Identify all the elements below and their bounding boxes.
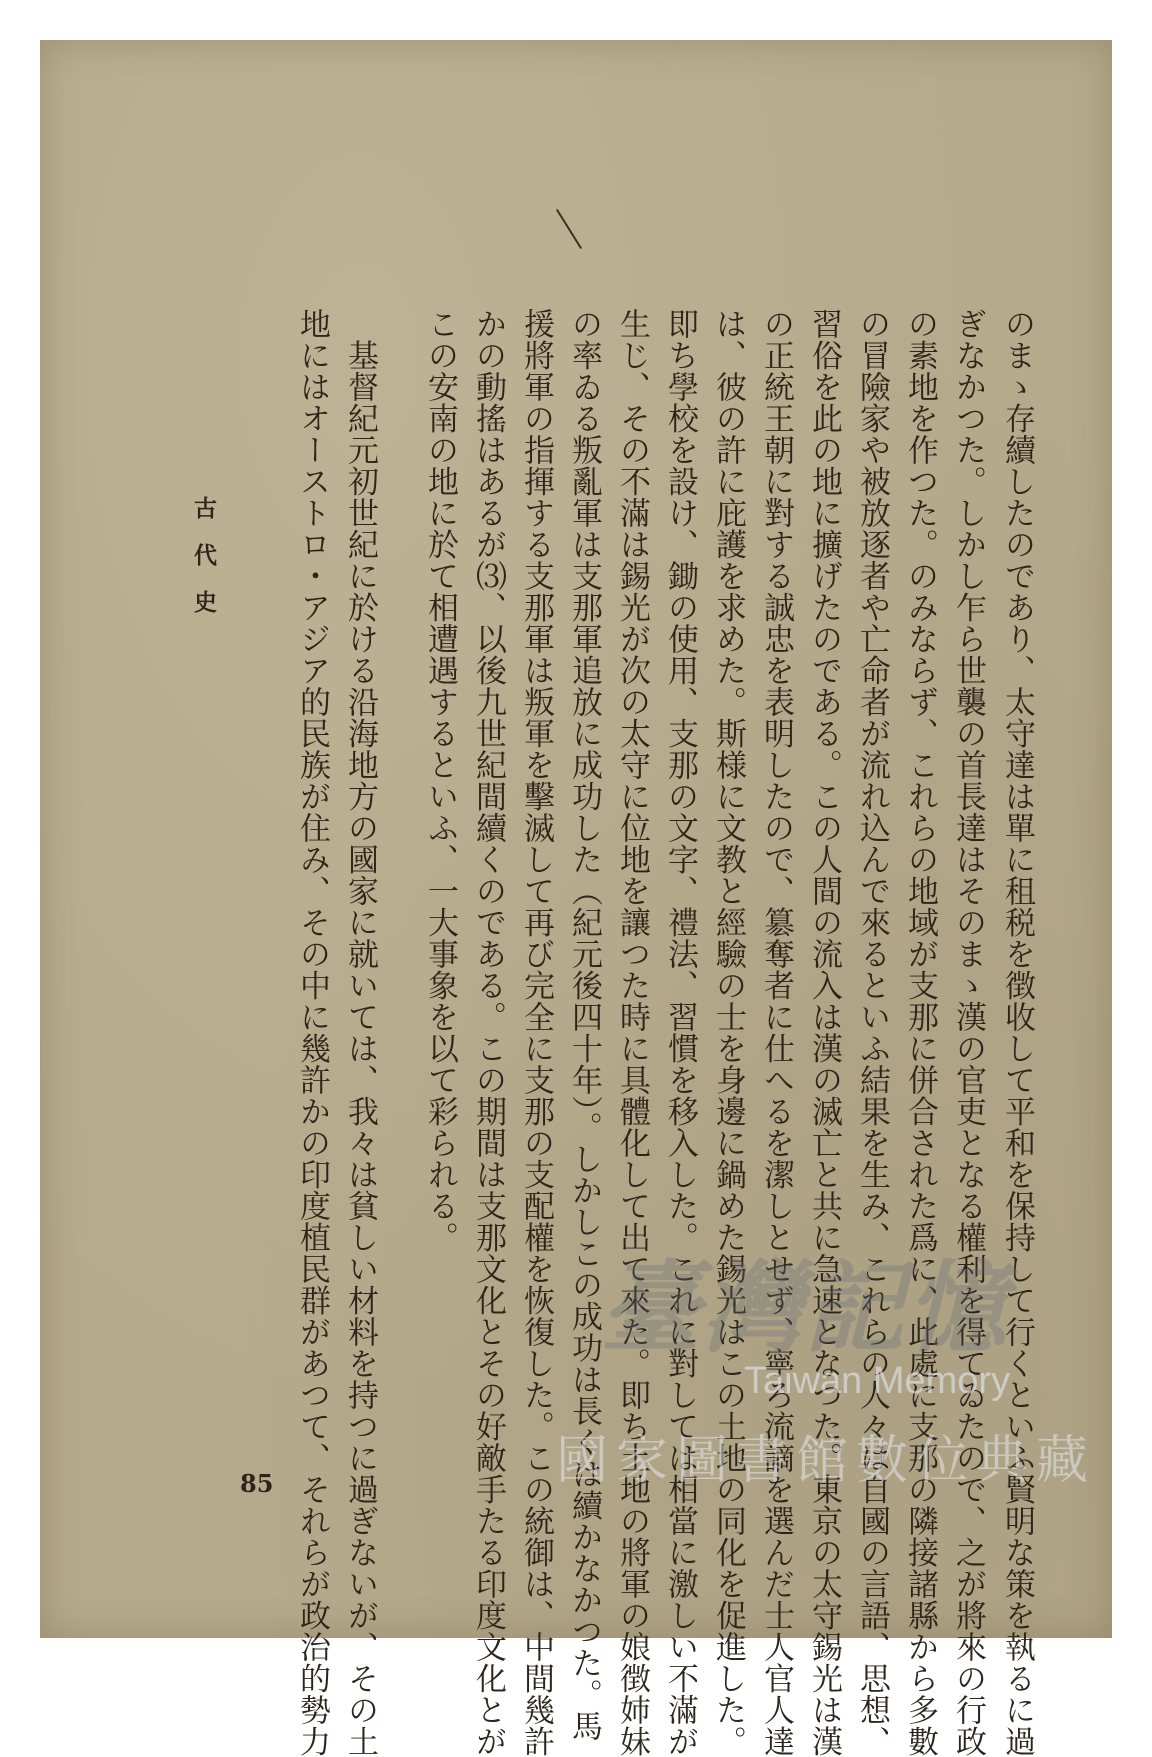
text-column: この安南の地に於て相遭遇するといふ、一大事象を以て彩られる。 xyxy=(422,308,458,1253)
text-column: のまゝ存續したのであり、太守達は單に租税を徴收して平和を保持して行くといふ賢明な策を執るに過 xyxy=(999,308,1035,1757)
text-column: 援將軍の指揮する支那軍は叛軍を擊滅して再び完全に支那の支配權を恢復した。この統御は、中間幾許 xyxy=(518,308,554,1757)
text-column: 即ち學校を設け、鋤の使用、支那の文字、禮法、習慣を移入した。これに對しては相當に激しい不滿が xyxy=(662,308,698,1757)
text-column: 生じ、その不滿は錫光が次の太守に位地を讓つた時に具體化して出て來た。即ち土地の將軍の娘徴姉妹 xyxy=(614,308,650,1757)
text-column: の素地を作つた。のみならず、これらの地域が支那に併合された爲に、此處に支那の隣接諸縣から多數 xyxy=(902,308,938,1757)
watermark-logo: 臺灣記憶 xyxy=(600,1249,1008,1367)
text-column: の正統王朝に對する誠忠を表明したので、簒奪者に仕へるを潔しとせず、寧ろ流謫を選んだ士人官人達 xyxy=(758,308,794,1757)
running-head: 古代史 xyxy=(190,496,217,637)
page-number: 85 xyxy=(240,1469,274,1498)
text-column: の率ゐる叛亂軍は支那軍追放に成功した（紀元後四十年）。しかしこの成功は長くは續かなかつた。馬 xyxy=(566,308,602,1742)
text-column: 基督紀元初世紀に於ける沿海地方の國家に就いては、我々は貧しい材料を持つに過ぎないが、その土 xyxy=(342,308,378,1757)
watermark-chinese: 國家圖書館數位典藏 xyxy=(556,1432,1097,1490)
text-column: の冒險家や被放逐者や亡命者が流れ込んで來るといふ結果を生み、これらの人々は自國の言語、思想、 xyxy=(854,308,890,1757)
text-column: ぎなかつた。しかし乍ら世襲の首長達はそのまゝ漢の官吏となる權利を得てゐたので、之が將來の行政 xyxy=(950,308,986,1757)
text-column: かの動搖はあるが⑶、以後九世紀間續くのである。この期間は支那文化とその好敵手たる印度文化とが xyxy=(470,308,506,1757)
text-column: 地にはオーストロ・アジア的民族が住み、その中に幾許かの印度植民群があつて、それらが政治的勢力 xyxy=(294,308,330,1757)
watermark-english: Taiwan Memory xyxy=(744,1360,1011,1402)
ink-mark xyxy=(556,209,582,249)
text-column: 習俗を此の地に擴げたのである。この人間の流入は漢の滅亡と共に急速となつた。東京の太守錫光は漢 xyxy=(806,308,842,1757)
text-column: は、彼の許に庇護を求めた。斯様に文教と經驗の士を身邊に鍋めた錫光はこの土地の同化を促進した。 xyxy=(710,308,746,1757)
